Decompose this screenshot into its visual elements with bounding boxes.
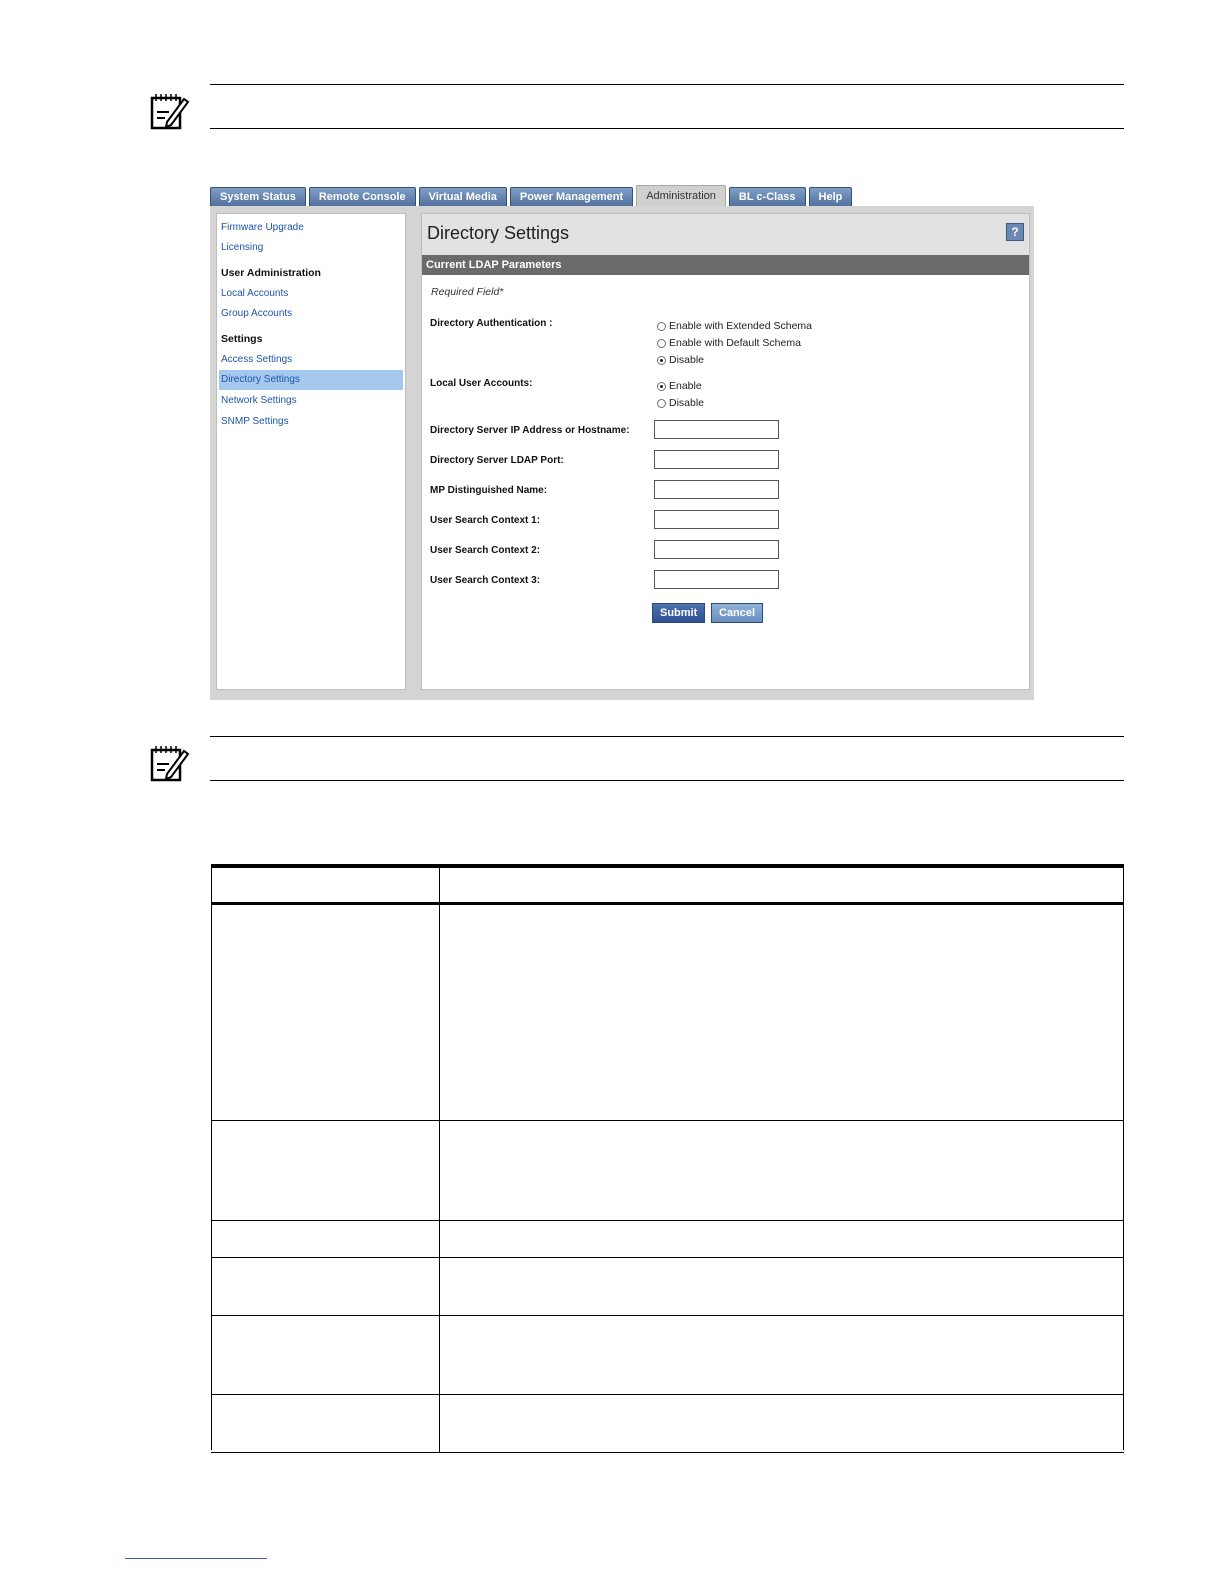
sidebar-item-network-settings[interactable]: Network Settings [221,395,297,406]
ldap-port-input[interactable] [654,450,779,469]
radio-label: Enable with Extended Schema [669,320,813,332]
server-ip-label: Directory Server IP Address or Hostname: [430,425,630,436]
tab-administration[interactable]: Administration [636,185,726,207]
tab-remote-console[interactable]: Remote Console [309,187,416,207]
mp-dn-input[interactable] [654,480,779,499]
search-context-1-label: User Search Context 1: [430,515,541,526]
table-row [211,1121,1124,1221]
radio-button-selected[interactable] [657,382,666,391]
server-ip-input[interactable] [654,420,779,439]
sidebar-item-licensing[interactable]: Licensing [221,242,264,253]
radio-button[interactable] [657,339,666,348]
note-bottom-rule [210,128,1124,129]
radio-label: Enable with Default Schema [669,337,801,349]
directory-auth-extended-schema[interactable] [657,320,812,332]
table-cell [211,1221,440,1257]
local-user-accounts-label: Local User Accounts: [430,378,533,389]
tab-bar [210,185,852,207]
search-context-2-input[interactable] [654,540,779,559]
help-icon[interactable]: ? [1006,223,1024,241]
directory-settings-screenshot [210,185,1034,700]
tab-help[interactable]: Help [809,187,853,207]
radio-button-selected[interactable] [657,356,666,365]
page-title: Directory Settings [427,223,570,243]
settings-table [211,864,1124,1453]
footer-link-rule [125,1558,267,1559]
table-cell [211,905,440,1120]
note-top-rule [210,84,1124,85]
radio-label: Disable [669,397,705,409]
directory-auth-disable[interactable] [657,354,704,366]
radio-button[interactable] [657,399,666,408]
table-row [211,1395,1124,1453]
required-field-note: Required Field* [431,286,504,298]
page-header [422,214,1029,255]
content-frame [210,206,1034,700]
submit-button[interactable]: Submit [652,603,705,623]
search-context-3-label: User Search Context 3: [430,575,541,586]
sidebar-item-snmp-settings[interactable]: SNMP Settings [221,416,289,427]
ldap-port-label: Directory Server LDAP Port: [430,455,564,466]
note-top-rule [210,736,1124,737]
radio-label: Disable [669,354,705,366]
mp-dn-label: MP Distinguished Name: [430,485,548,496]
table-cell [211,868,440,902]
sidebar-heading-user-administration: User Administration [221,267,321,279]
search-context-2-label: User Search Context 2: [430,545,541,556]
section-header: Current LDAP Parameters [422,255,1029,275]
table-cell [211,1395,440,1452]
tab-bl-c-class[interactable]: BL c-Class [729,187,806,207]
sidebar-item-directory-settings[interactable]: Directory Settings [221,374,300,385]
tab-system-status[interactable]: System Status [210,187,306,207]
sidebar-heading-settings: Settings [221,333,263,345]
note-icon [150,92,190,130]
note-icon [150,744,190,782]
local-accounts-enable[interactable] [657,380,702,392]
local-accounts-disable[interactable] [657,397,704,409]
table-row [211,905,1124,1121]
table-header-row [211,868,1124,905]
table-row [211,1316,1124,1395]
sidebar [216,213,406,690]
note-bottom-rule [210,780,1124,781]
table-cell [211,1258,440,1315]
sidebar-item-group-accounts[interactable]: Group Accounts [221,308,293,319]
search-context-1-input[interactable] [654,510,779,529]
table-cell [211,1121,440,1220]
tab-power-management[interactable]: Power Management [510,187,633,207]
radio-button[interactable] [657,322,666,331]
tab-virtual-media[interactable]: Virtual Media [419,187,507,207]
sidebar-item-firmware-upgrade[interactable]: Firmware Upgrade [221,222,304,233]
sidebar-item-local-accounts[interactable]: Local Accounts [221,288,289,299]
directory-auth-default-schema[interactable] [657,337,801,349]
sidebar-item-access-settings[interactable]: Access Settings [221,354,293,365]
table-row [211,1258,1124,1316]
table-row [211,1221,1124,1258]
cancel-button[interactable]: Cancel [711,603,763,623]
search-context-3-input[interactable] [654,570,779,589]
directory-auth-label: Directory Authentication : [430,318,553,329]
table-cell [211,1316,440,1394]
main-panel [421,213,1030,690]
radio-label: Enable [669,380,702,392]
